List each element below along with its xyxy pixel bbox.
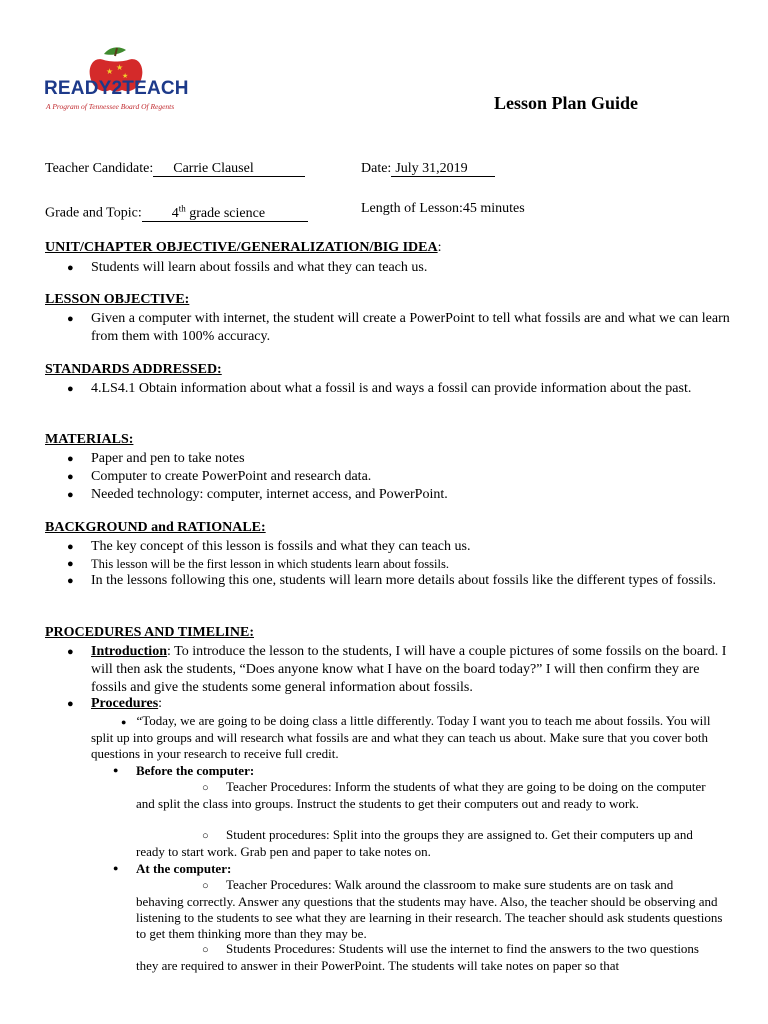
grade-topic-field (45, 201, 308, 222)
at-student-procedures: ○ Students Procedures: Students will use the internet to find the answers to the two questions they are required to answer in their PowerPoint. The students will take notes on paper so that (136, 941, 699, 973)
lesson-objective-heading: LESSON OBJECTIVE: (45, 292, 190, 307)
list-item: ● The key concept of this lesson is fossils and what they can teach us. (67, 539, 471, 554)
list-item: ● 4.LS4.1 Obtain information about what a fossil is and ways a fossil can provide information about the past. (67, 381, 692, 396)
list-item: ● Students will learn about fossils and what they can teach us. (67, 260, 428, 275)
unit-objective-heading: UNIT/CHAPTER OBJECTIVE/GENERALIZATION/BIG IDEA: (45, 240, 442, 255)
date-field (361, 161, 495, 177)
date-label: Date: (361, 161, 392, 176)
before-student-procedures: ○ Student procedures: Split into the groups they are assigned to. Get their computers up and ready to start work. Grab pen and paper to take notes on. (136, 827, 693, 859)
ready2teach-logo (44, 44, 189, 114)
date-value: July 31,2019 (395, 161, 468, 176)
svg-text:★: ★ (122, 72, 129, 80)
list-item: ● Needed technology: computer, internet access, and PowerPoint. (67, 487, 448, 502)
svg-text:★: ★ (106, 67, 114, 76)
before-teacher-procedures: ○ Teacher Procedures: Inform the students of what they are going to be doing on the computer and split the class into groups. Instruct the students to get their computers out and ready to work. (136, 779, 706, 811)
logo-wordmark: READY2TEACH (44, 78, 189, 99)
at-teacher-procedures: ○ Teacher Procedures: Walk around the classroom to make sure students are on task and behaving correctly. Answer any questions that the students may have. Also, the teacher should be observing and listening to the students to see what they are learning in their research. The teacher should ask students questions to get them thinking more than they may be. (136, 877, 723, 941)
before-computer-heading: ● Before the computer: (113, 763, 255, 778)
page-title: Lesson Plan Guide (494, 93, 639, 113)
procedures-heading: PROCEDURES AND TIMELINE: (45, 625, 254, 640)
introduction-item: ● Introduction: To introduce the lesson to the students, I will have a couple pictures of some fossils on the board. I will then ask the students, “Does anyone know what I have on the board today?” I will then confirm they are fossils and give the students some general information about fossils. (67, 644, 727, 695)
list-item: ● Computer to create PowerPoint and research data. (67, 469, 372, 484)
grade-topic-value: 4th grade science (171, 203, 266, 221)
logo-tagline: A Program of Tennessee Board Of Regents (46, 102, 175, 111)
teacher-candidate-value: Carrie Clausel (173, 161, 254, 176)
list-item: ● Paper and pen to take notes (67, 451, 245, 466)
background-heading: BACKGROUND and RATIONALE: (45, 520, 266, 535)
teacher-candidate-field (45, 161, 305, 177)
teacher-candidate-label: Teacher Candidate: (45, 161, 154, 176)
list-item: ● In the lessons following this one, students will learn more details about fossils like the different types of fossils. (67, 573, 716, 588)
procedures-item: ● Procedures: (67, 696, 163, 711)
standards-heading: STANDARDS ADDRESSED: (45, 362, 222, 377)
svg-text:★: ★ (116, 63, 124, 72)
procedures-quote: ● “Today, we are going to be doing class a little differently. Today I want you to teach me about fossils. You will split up into groups and will research what fossils are and what they can teach us about. Make sure that you cover both questions in your research to receive full credit. (91, 713, 711, 761)
list-item: ● Given a computer with internet, the student will create a PowerPoint to tell what fossils are and what we can learn from them with 100% accuracy. (67, 311, 730, 344)
grade-topic-label: Grade and Topic: (45, 205, 142, 221)
materials-heading: MATERIALS: (45, 432, 134, 447)
list-item: ● This lesson will be the first lesson in which students learn about fossils. (67, 557, 449, 571)
length-of-lesson: Length of Lesson:45 minutes (361, 201, 525, 216)
at-computer-heading: ● At the computer: (113, 861, 232, 876)
